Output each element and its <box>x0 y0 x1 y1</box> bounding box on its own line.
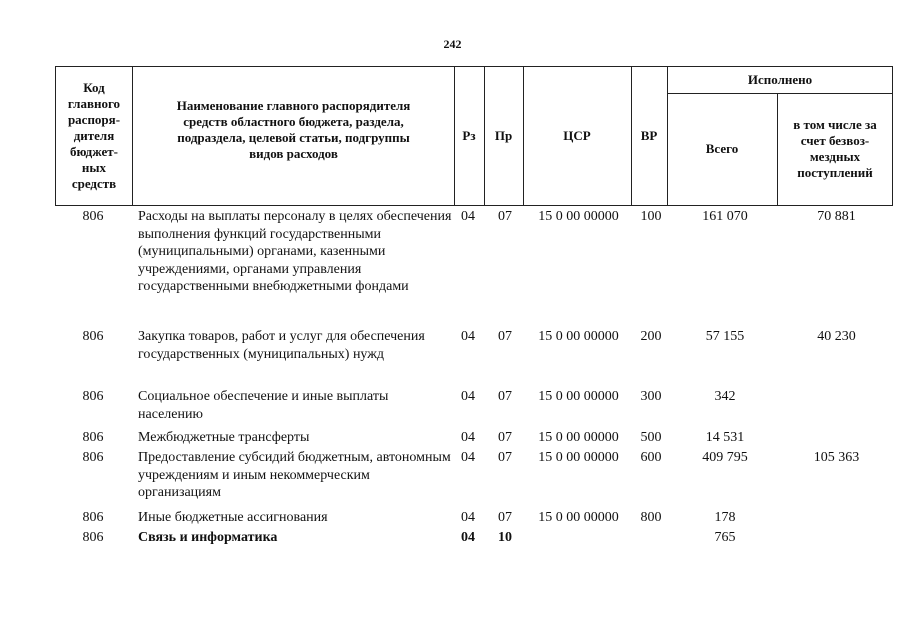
cell-total: 14 531 <box>705 430 745 445</box>
header-total: Всего <box>705 141 739 156</box>
cell-code: 806 <box>82 430 104 445</box>
header-executed: Исполнено <box>747 72 813 87</box>
cell-total: 342 <box>714 389 736 404</box>
cell-free: 40 230 <box>817 329 856 344</box>
cell-csr: 15 0 00 00000 <box>538 329 619 344</box>
cell-rz: 04 <box>461 209 475 224</box>
cell-rz: 04 <box>461 510 475 525</box>
cell-rz: 04 <box>461 329 475 344</box>
cell-code: 806 <box>82 389 104 404</box>
cell-pr: 07 <box>498 389 512 404</box>
cell-name: Расходы на выплаты персоналу в целях обеспечения выполнения функций государственными (муниципальными) органами, казенными учреждениями, органами управления государственными внебюджетными фондами <box>138 209 452 294</box>
header-rz: Рз <box>462 128 476 143</box>
cell-total: 178 <box>714 510 736 525</box>
cell-total: 765 <box>714 530 736 545</box>
cell-rz: 04 <box>461 450 475 465</box>
cell-name: Иные бюджетные ассигнования <box>138 510 328 525</box>
header-code: Код главного распоря- дителя бюджет- ных средств <box>67 80 121 191</box>
table-header <box>55 66 893 206</box>
page-number: 242 <box>443 37 462 51</box>
cell-pr: 07 <box>498 430 512 445</box>
cell-rz: 04 <box>461 430 475 445</box>
header-free: в том числе за счет безвоз- мездных поступлений <box>793 117 877 180</box>
cell-vr: 800 <box>640 510 662 525</box>
cell-total: 57 155 <box>705 329 745 344</box>
cell-csr: 15 0 00 00000 <box>538 510 619 525</box>
header-pr: Пр <box>494 128 513 143</box>
cell-vr: 100 <box>640 209 662 224</box>
cell-pr: 10 <box>498 530 512 545</box>
cell-vr: 200 <box>640 329 662 344</box>
cell-code: 806 <box>82 209 104 224</box>
cell-name: Связь и информатика <box>138 530 278 545</box>
cell-vr: 600 <box>640 450 662 465</box>
header-vr: ВР <box>640 128 658 143</box>
cell-csr: 15 0 00 00000 <box>538 450 619 465</box>
cell-name: Предоставление субсидий бюджетным, автономным учреждениям и иным некоммерческим организациям <box>138 450 451 500</box>
cell-pr: 07 <box>498 329 512 344</box>
cell-vr: 500 <box>640 430 662 445</box>
cell-pr: 07 <box>498 209 512 224</box>
cell-csr: 15 0 00 00000 <box>538 209 619 224</box>
cell-csr: 15 0 00 00000 <box>538 389 619 404</box>
cell-code: 806 <box>82 450 104 465</box>
cell-code: 806 <box>82 530 104 545</box>
header-csr: ЦСР <box>563 128 591 143</box>
cell-free: 105 363 <box>813 450 860 465</box>
cell-total: 161 070 <box>702 209 748 224</box>
cell-pr: 07 <box>498 450 512 465</box>
cell-free: 70 881 <box>817 209 856 224</box>
cell-csr: 15 0 00 00000 <box>538 430 619 445</box>
header-name: Наименование главного распорядителя средств областного бюджета, раздела, подраздела, целевой статьи, подгруппы видов расходов <box>176 98 411 161</box>
cell-rz: 04 <box>461 530 475 545</box>
cell-code: 806 <box>82 510 104 525</box>
cell-rz: 04 <box>461 389 475 404</box>
cell-name: Социальное обеспечение и иные выплаты населению <box>138 389 389 422</box>
cell-vr: 300 <box>640 389 662 404</box>
cell-total: 409 795 <box>702 450 748 465</box>
cell-name: Межбюджетные трансферты <box>138 430 310 445</box>
cell-code: 806 <box>82 329 104 344</box>
cell-pr: 07 <box>498 510 512 525</box>
cell-name: Закупка товаров, работ и услуг для обеспечения государственных (муниципальных) нужд <box>138 329 425 362</box>
